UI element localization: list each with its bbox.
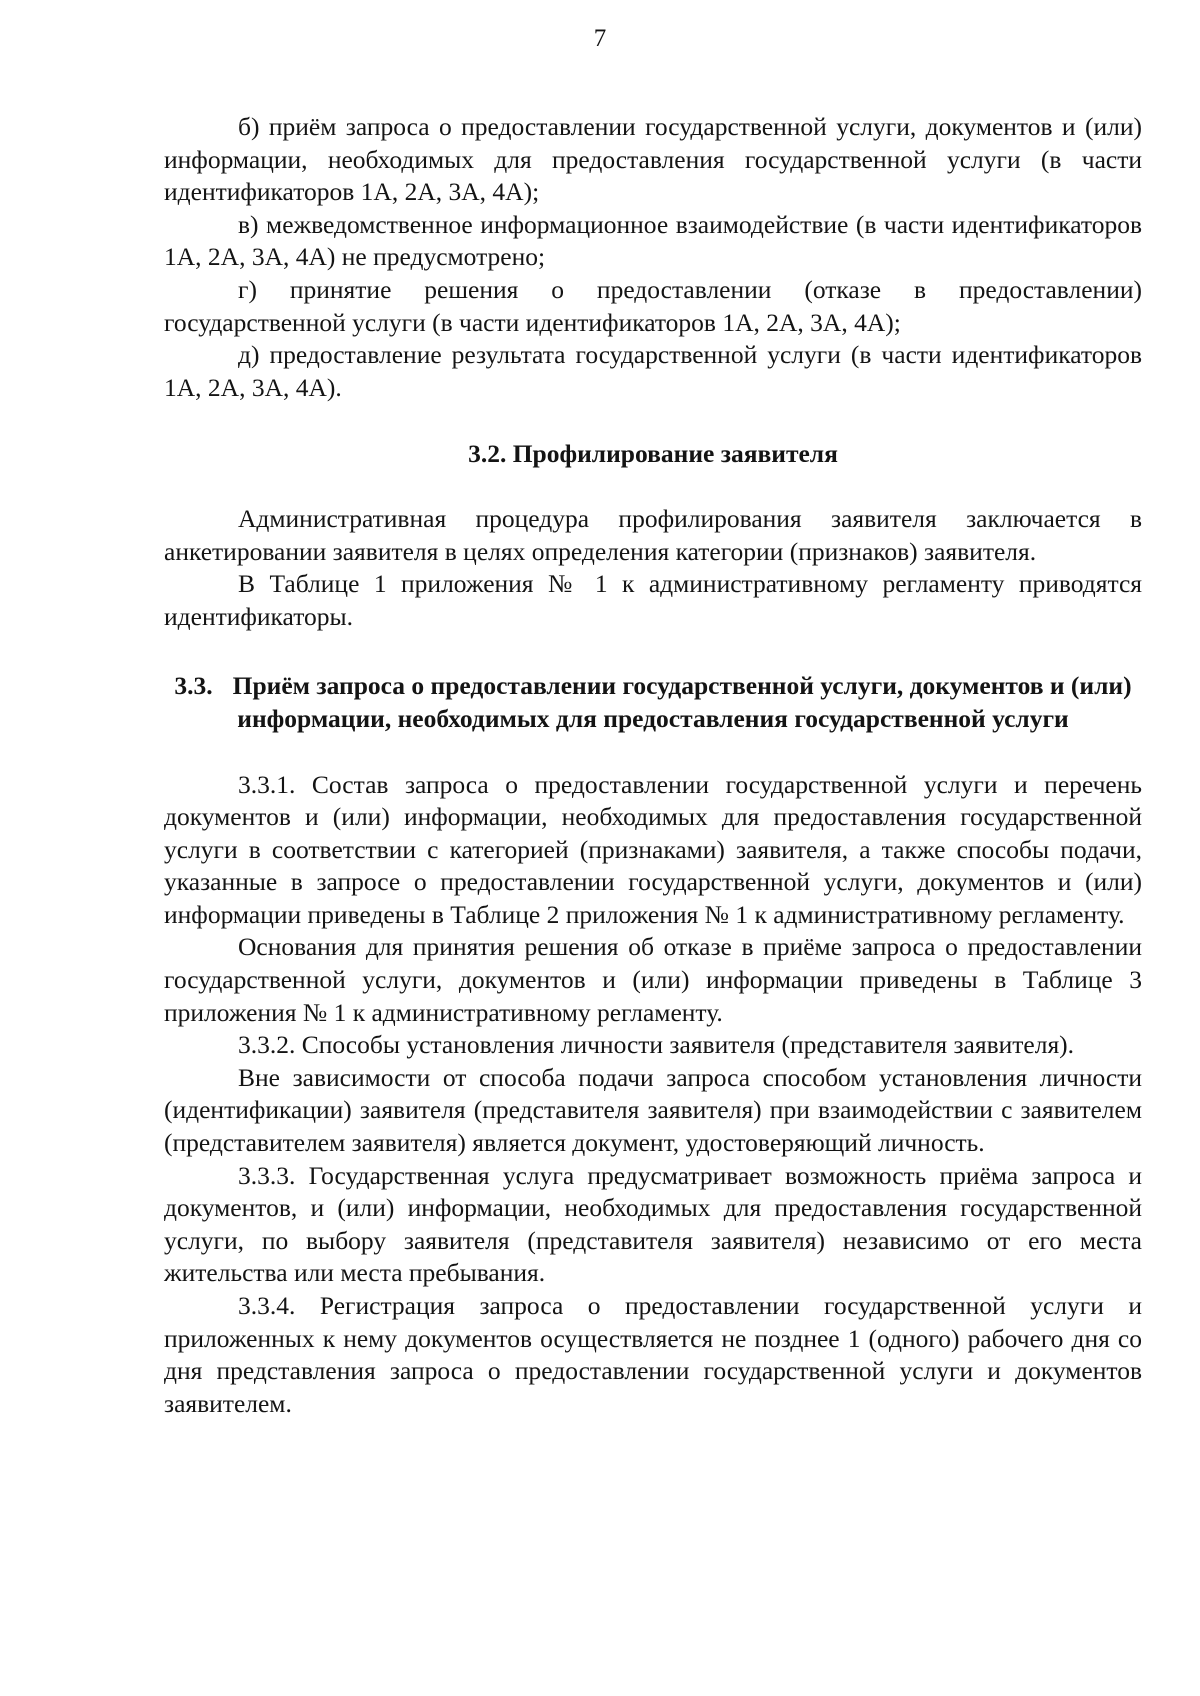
paragraph-identity-document: Вне зависимости от способа подачи запроса способом установления личности (идентификации) заявителя (представителя заявителя) при взаимодействии с заявителем (представителем заявителя) является документ, удостоверяющий личность. <box>164 1062 1142 1158</box>
section-3-3-heading <box>164 670 1142 735</box>
paragraph-refusal-grounds: Основания для принятия решения об отказе в приёме запроса о предоставлении государственной услуги, документов и (или) информации приведены в Таблице 3 приложения № 1 к административному регламенту. <box>164 932 1142 1027</box>
page-content <box>164 111 1142 1420</box>
section-3-2-paragraph: В Таблице 1 приложения № 1 к административному регламенту приводятся идентификаторы. <box>164 569 1142 631</box>
section-3-2-heading: 3.2. Профилирование заявителя <box>468 439 838 469</box>
section-3-2-paragraph: Административная процедура профилирования заявителя заключается в анкетировании заявителя в целях определения категории (признаков) заявителя. <box>164 503 1142 566</box>
paragraph-3-3-3: 3.3.3. Государственная услуга предусматривает возможность приёма запроса и документов, и (или) информации, необходимых для предоставления государственной услуги, по выбору заявителя (представителя заявителя) независимо от его места жительства или места пребывания. <box>164 1160 1142 1288</box>
list-item-d: д) предоставление результата государственной услуги (в части идентификаторов 1А, 2А, 3А, 4А). <box>164 340 1142 402</box>
section-3-3-heading-text: Приём запроса о предоставлении государственной услуги, документов и (или) информации, необходимых для предоставления государственной услуги <box>232 671 1132 733</box>
section-3-3-heading-number: 3.3. <box>174 671 213 701</box>
paragraph-3-3-4: 3.3.4. Регистрация запроса о предоставлении государственной услуги и приложенных к нему документов осуществляется не позднее 1 (одного) рабочего дня со дня представления запроса о предоставлении государственной услуги и документов заявителем. <box>164 1291 1142 1418</box>
paragraph-3-3-1: 3.3.1. Состав запроса о предоставлении государственной услуги и перечень документов и (или) информации, необходимых для предоставления государственной услуги в соответствии с категорией (признаками) заявителя, а также способы подачи, указанные в запросе о предоставлении государственной услуги, документов и (или) информации приведены в Таблице 2 приложения № 1 к административному регламенту. <box>164 769 1142 929</box>
list-item-g: г) принятие решения о предоставлении (отказе в предоставлении) государственной услуги (в части идентификаторов 1А, 2А, 3А, 4А); <box>164 274 1142 337</box>
paragraph-3-3-2: 3.3.2. Способы установления личности заявителя (представителя заявителя). <box>238 1030 1075 1060</box>
page-number: 7 <box>593 25 607 52</box>
list-item-v: в) межведомственное информационное взаимодействие (в части идентификаторов 1А, 2А, 3А, 4А) не предусмотрено; <box>164 209 1142 272</box>
list-item-b: б) приём запроса о предоставлении государственной услуги, документов и (или) информации, необходимых для предоставления государственной услуги (в части идентификаторов 1А, 2А, 3А, 4А); <box>164 112 1142 207</box>
